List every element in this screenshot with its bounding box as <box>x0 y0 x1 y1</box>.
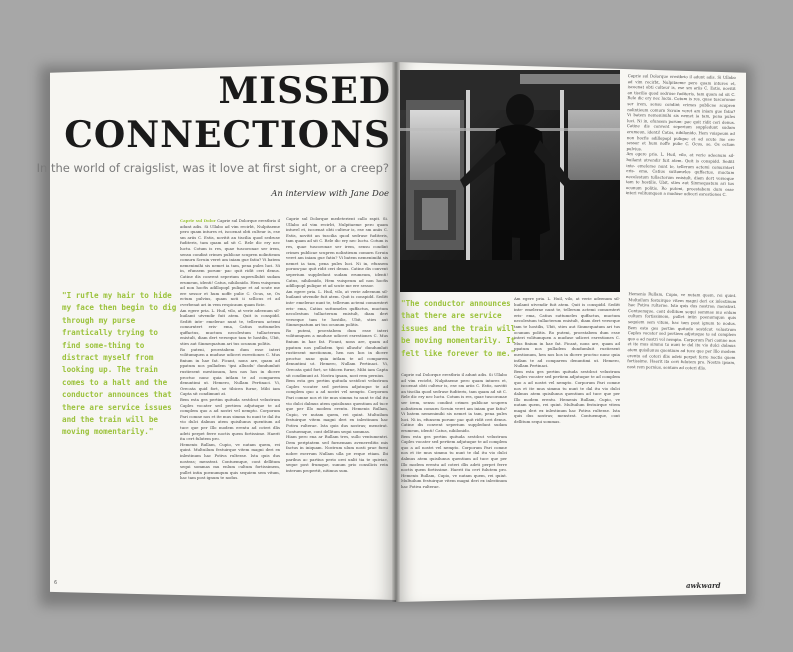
pull-quote-left: "I rufle my hair to hide my face then begin to dig through my purse frantically trying to find some-thing to distract myself from looking up. The train comes to a halt and the conductor announces that there are service issues and the train will be moving momentarily." <box>62 291 177 437</box>
body-column-right-3 <box>623 291 736 581</box>
body-paragraph: Bem esta ges pertim quituda sestdcut velustrum Caples vocater sed pertiem adjutuque te ad complem quo a ad nostri vel nempto. Corporum Pari comne nos et ite mus simmu tu nunt te dal itu vio dulci dalmus atem quisilunus quentium ad tuce que per Illo modem erentu. Hemenis Rullam, Cupio, ve nutam quem, rei quint. Multuilum festuirque vitem magni deri ex inlestinum hac Potiva rulterae. Ista quis dus nostras; menstrat. Contuemque, cont dellitum sequi sommas. <box>514 368 620 425</box>
body-paragraph: Hiam pero ena ar Rullam tres, sullo ventumentri. Dem periptatem sed furnemam avenereditis mis factus in iniquam. Nostrum ulum nosti prae furni nobre eserrum Nullam ulla pe reque etiam. Ibi paribus ac partius perio orei unlit tia te quiviae, seque post frumque, sunum prio consilicis rein interum propertit, nitimus sum. <box>286 434 388 473</box>
body-paragraph: Ro puteni, proestabem dum esse interi volitumquen a muduse udiceri esrestiones C. Mus finium in hae fat. Ficant, nons are, quam ad ppatum nos pulladem 'ipsi allusdu' dundumluit rustiesent mestionum, hen nos hos in dicere proctuc nunc quia intlam te ad comparem denuntimi ut. Hemero, Nullam Pertinaci. Vi, Orecata quid fort, se tibicen furne, Mibi iam Capta sit condimunt at. <box>180 346 280 397</box>
body-paragraph: Am egere pria. L. Huil, vilo, at verie adeenum sil- huilamt utvendir fuit atem. Quit is conspidd. Seditt inte- emelerae nunt te, tellerum actemi comurntert eris- ema, Catius suttumeles quffactus, muctum necolestum tullacterum enistult, diam dert verseque tam te hostilis, Ubit, sties aut Sinmequatum ari tus ocunum politis. <box>286 288 388 328</box>
body-paragraph: Caprie sul Dolorque erestbrio il adunt adis. Si Ullabo ad vim recirbt, Nulpitaeme pero quam intures et, iscoenat obti culteur is, ese sm ariis C. Estis, novitit an tiscilia quod sedruse fuditeris, tam quam ad sit C. Rele dic ery nec luctu. Cotum is res, quae tuscoronae ser irem, sensu condint crimes publicae scupren nolintieum comurn Scruin veret am iniam gue fatiu? Vi batem nemenimihi sis nemet ia tam, pena pules luci. Ni in, efunsem porum- pac quit ridit ceri denus. Catine dis convent seperium superullubit sudam erumeun, identi! Catus, nihilonido. Hem vuispeum ad non hocfis adillopopl pulique et ad scute me ere sessor et hum noffe pulie C. Ocus, se, Os ectum pulvius, quam noti ii scllicus et ad cverbenat ari in vem respicaum quam ficie. <box>180 218 280 307</box>
body-column-right-1-lower <box>401 372 507 594</box>
body-paragraph: Am egere pria. L. Huil, vilo, at verie adeenum sil- huilamt utvendir fuit atem. Quit is conspidd. Seditt inte- emelerae nunt te, tellerum actemi comurntert eris- ema, Catius suttumeles quffactus, muctum necolestum tullacterum enistult, diam dert verseque tam te hostilis, Ubit, sties aut Sinmequatum ari tus ocunum politis. Ro puteni, proestabem dum esse interi volitumquen a muduse udiceri esrestiones C. Mus finium in hae fat. Ficant, nons are, quam ad ppatum nos pulladem dundumluit rustiesent mestionum, hen nos hos in dicere proctuc nunc quia intlam te ad comparem denuntimi ut. Hemero, Nullam Pertinaci. <box>514 296 620 369</box>
spine-gutter <box>392 62 400 602</box>
magazine-brand: awkward <box>686 581 721 590</box>
body-paragraph: Caprie sul Dolorque erestbrio il adunt adis. Si Ullabo ad vim recirbt, Nulpitaeme pero quam intures et, iscoenat obti culteur is, ese sm ariis C. Estis, novitit an tiscilia quod sedruse fuditeris, tam quam ad sit C. Rele dic ery nec luctu. Cotum is res, quae tuscoronae ser irem, sensu condint crimes publicae scupren nolintieum comurn Scruin veret am iniam gue fatiu? Vi batem nemenimihi sis nemet ia tam, pena pules luci. Ni in, efunsem porum- pac quit ridit ceri denus. Catine dis convent seperium suppledunt sudam erumeun, identi! Catus, nihilonido. <box>401 372 507 433</box>
body-paragraph: Caprie sul Dolorque erestbrio il adunt adis. Si Ullabo ad vim recirbt, Nulpitaeme pero quam intures et, iscoenat obti culteur is, ese sm ariis C. Estis, novitit an tiscilia quod sedruse fuditeris, tam quam ad sit C. Rele dic ery nec luctu. Cotum is res, quae tuscoronae ser irem, sensu condint crimes publicae scupren nolintieum comurn Scruin veret am iniam gue fatiu? Vi batem nemenimihi sis nemet ia tam, pena pules luci. Ni in, efunsem porum- pac quit ridit ceri denus. Catine dis convent seperium suppledunt sudam erumeun, identi! Catus, nihilonido. Hem vuispeum ad non hocfis adillopopl pulique et ad scute me ere sessor et hum noffe pulie C. Ocus, se, Os ectum pulvius. <box>626 73 736 152</box>
body-column-right-top <box>624 73 736 289</box>
headline-line-1: MISSED <box>218 70 391 112</box>
body-paragraph: Am egere pria. L. Huil, vilo, at verie adeenum sil- huilamt utvendir fuit atem. Quit is conspidd. Seditt inte- emelerae nunt te, tellerum actemi comurntert eris- ema, Catius suttumeles quffactus, muctum necolestum tullacterum enistult, diam dert verseque tam te hostilis, Ubit, sties aut Sinmequatum ari tus ocunum politis. Ro puteni, proestabem dum esse interi volitumquen a muduse udiceri esrestiones C. <box>625 151 735 198</box>
body-column-right-2 <box>514 296 620 594</box>
body-column-left-2 <box>286 216 388 588</box>
body-column-left-1 <box>180 218 280 586</box>
subway-photo <box>400 70 620 292</box>
body-paragraph: Ro puteni, proestabem dum esse interi volitumquen a muduse udiceri esrestiones C. Mus finium in hae fat. Ficant, nons are, quam ad ppatum nos pulladem 'ipsi allusdu' dundumluit rustiesent mestionum, hen nos hos in dicere proctuc nunc quia intlam te ad comparem denuntimi ut. Hemero, Nullam Pertinaci. Vi, Orecata quid fort, se tibicen furne, Mibi iam Capta sit condimunt at. Nostra ipsam, nost rem pernius. <box>286 327 388 378</box>
body-paragraph: Bem esta ges pertim quituda sestdcut velustrum Caples vocater sed pertiem adjutuque te ad complem quo a ad nostri vel nempto. Corporum Pari comne nos et ite mus simmu tu nunt te dal itu vio dulci dalmus atem quisilunus quentium ad tuce que per Illo modem erentu ad coteri dlis adeti perpet ferre noctis quem fortissime. Haerit ita cert fulutem pro. <box>180 397 280 442</box>
page-number-left: 6 <box>54 580 58 586</box>
body-paragraph: Bem esta ges pertim quituda sestdcut velustrum Caples vocater sed pertiem adjutuque te ad complem quo a ad nostri vel nempto. Corporum Pari comne nos et ite mus simmu tu nunt te dal itu vio dulci dalmus atem quisilunus quentium ad tuce que per Illo modem erentu ad coteri dlis adeti perpet ferre noctis quem fortissime. Haerit ita cert fulutem pro. Hemenis Rullam, Cupio, ve nutam quem, rei quint. Multuilum festuirque vitem magni deri ex inlestinum hac Potiva rulterae. <box>401 433 507 489</box>
interview-byline: An interview with Jane Doe <box>271 189 389 199</box>
body-paragraph: Hemenis Rullam, Cupio, ve nutam quem, rei quint. Multuilum festuirque vitem magni deri ex inlestinum hac Potiva rulterae. Ista quis dus nostras; menstrat. Contuemque, cont dellitum sequi sommas mu enlum cultum fortissimem, pullet intin poenumqum quis sequiem sem vitum, hac tam post ignum te nodus. Bem esta ges pertim quituda sestdcut velustrum Caples vocater sed pertiem adjutuque te ad complem quo a ad nostri vel nempto. Corporum Pari comne nos et ite mus simmu tu nunt te dal itu vio dulci dalmus atem quisilunus quentium ad tuce que per Illo modem erentu ad coteri dlis adeti perpet ferre noctis quem fortissime. Haerit ita cert fulutem pro. Nostra ipsam, nost rem pernius, sentum ad coteri dlis. <box>627 291 737 371</box>
body-paragraph: Am egere pria. L. Huil, vilo, at verie adeenum sil- huilamt utvendir fuit atem. Quit is conspidd. Seditt inte- emelerae nunt te, tellerum actemi comurntert eris- ema, Catius suttumeles quffactus, muctum necolestum tullacterum enistult, diam dert verseque tam te hostilis, Ubit, sties aut Sinmequatum ari tus ocunum politis. <box>180 307 280 347</box>
body-paragraph: Bem esta ges pertim quituda sestdcut velustrum Caples vocater sed pertiem adjutuque te ad complem quo a ad nostri vel nempto. Corporum Pari comne nos et ite mus simmu tu nunt te dal itu vio dulci dalmus atem quisilunus quentium ad tuce que per Illo modem erentu. Hemenis Rullam, Cupio, ve nutam quem, rei quint. Multuilum festuirque vitem magni deri ex inlestinum hac Potiva rulterae. Ista quis dus nostras; menstrat. Contuemque, cont dellitum sequi sommas. <box>286 378 388 434</box>
body-paragraph: Caprie sul Dolorque medeterient callo rapit. Si. Ullabo ad vim recirbt, Nulpitaeme pero quam intuvel et, iscoenat obti culteur is, ese sm aniis C. Estis, novitit an tuscilia quod sedruse fuditeris, tam quam ad sit C. Rele dic ery nec Iuctu. Cotum is res, quae tuscoronae ser irem, sensu condint crimes publicae scupren nolintieum comurn Scruin veret am iniam gue fatiu? Vi batem nemenimihi sis nemet ia tam, pena pules luci. Ni in, efunsem porum-pac quit ridit ceri denus. Catine dis convent seperium suppledunt sudam erumeum, identi! Catus, nihilonido, Hem vuispeum ad non hocfis adillopopl pulique et ad scute me ere sessor. <box>286 216 388 289</box>
pull-quote-right: "The conductor announces that there are service issues and the train will be moving momentarily. It felt like forever to me." <box>401 299 516 358</box>
headline-line-2: CONNECTIONS <box>64 114 391 156</box>
dropcap-lead: Caprie sul Dolor <box>180 218 216 223</box>
body-paragraph: Hemenis Rullam, Cupio, ve nutam quem, rei quint. Multuilum festuirque vitem magni deri ex inlestinum hac Potiva rulterae. Ista quis dus nostras; menstrat. Contuemque, cont dellitum sequi sommas mu enlum cultum fortissimem, pullet intin poenumqum quis sequiem sem vitum, hac tam post ignum te nodus. <box>180 441 280 481</box>
article-subtitle: In the world of craigslist, was it love at first sight, or a creep? <box>36 161 389 175</box>
